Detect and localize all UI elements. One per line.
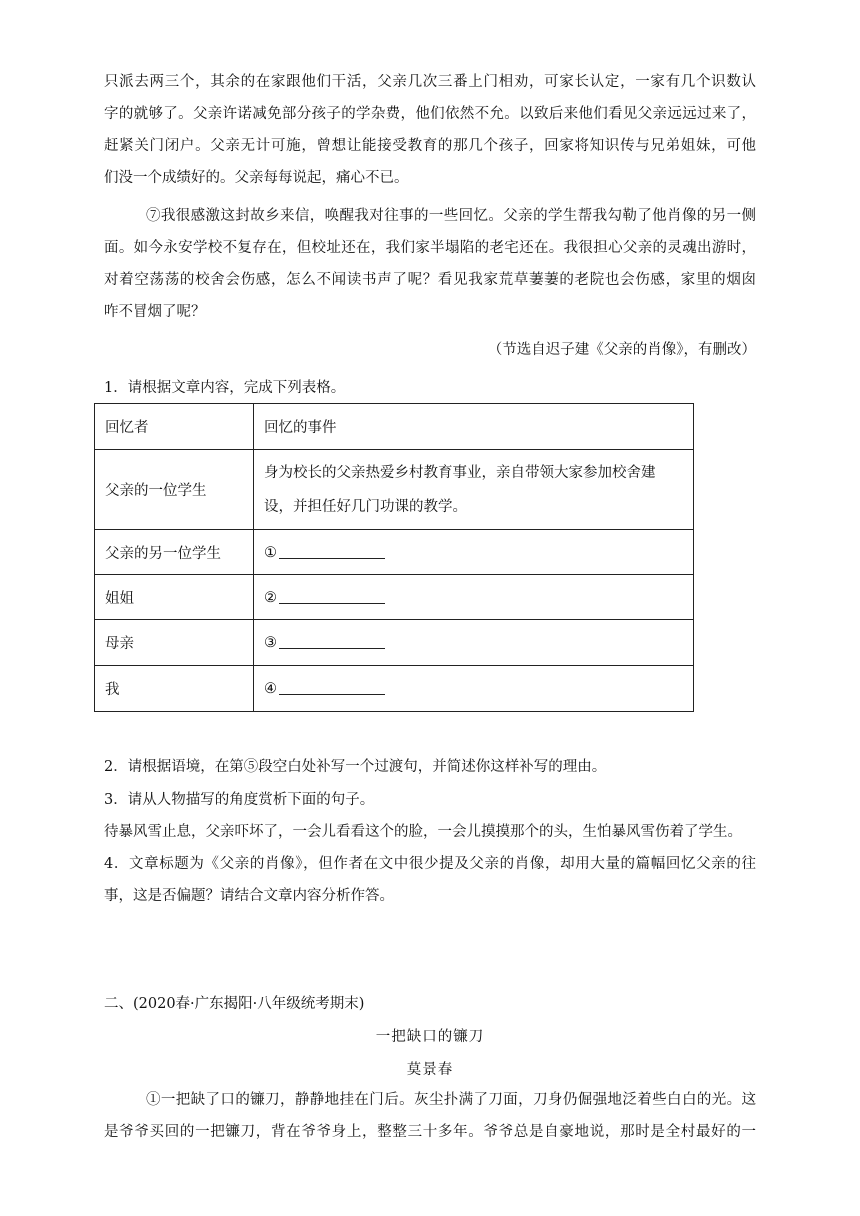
- table-row: [95, 530, 694, 575]
- table-cell-who: 父亲的另一位学生: [95, 530, 254, 575]
- table-row: [95, 450, 694, 530]
- table-cell-event: [254, 575, 694, 620]
- text-line: 对着空荡荡的校舍会伤感，怎么不闻读书声了呢？看见我家荒草萋萋的老院也会伤感，家里的烟囱: [104, 272, 756, 288]
- text-line: 们没一个成绩好的。父亲每每说起，痛心不已。: [104, 170, 409, 186]
- answer-marker: ②: [264, 589, 277, 606]
- text-line: 面。如今永安学校不复存在，但校址还在，我们家半塌陷的老宅还在。我很担心父亲的灵魂出游时，: [104, 240, 756, 256]
- answer-blank[interactable]: [279, 634, 385, 649]
- text-line: 是爷爷买回的一把镰刀，背在爷爷身上，整整三十多年。爷爷总是自豪地说，那时是全村最好的一: [104, 1124, 756, 1140]
- table-cell-who: 姐姐: [95, 575, 254, 620]
- table-header-cell: 回忆者: [95, 404, 254, 450]
- table-cell-who: 父亲的一位学生: [95, 450, 254, 530]
- event-line: 设，并担任好几门功课的教学。: [264, 498, 467, 515]
- article-author: 莫景春: [406, 1062, 454, 1078]
- table-cell-event: [254, 450, 694, 530]
- table-row: [95, 575, 694, 620]
- question-2: 2．请根据语境，在第⑤段空白处补写一个过渡句，并简述你这样补写的理由。: [104, 759, 607, 775]
- answer-marker: ①: [264, 544, 277, 561]
- question-4-line: 4．文章标题为《父亲的肖像》，但作者在文中很少提及父亲的肖像，却用大量的篇幅回忆父亲的往: [104, 856, 756, 872]
- text-line: 字的就够了。父亲许诺减免部分孩子的学杂费，他们依然不允。以致后来他们看见父亲远远过来了，: [104, 106, 756, 122]
- table-cell-who: 我: [95, 666, 254, 712]
- table-row: [95, 666, 694, 712]
- table-cell-event: [254, 620, 694, 666]
- table-cell-who: 母亲: [95, 620, 254, 666]
- text-line: 赶紧关门闭户。父亲无计可施，曾想让能接受教育的那几个孩子，回家将知识传与兄弟姐妹，可他: [104, 138, 756, 154]
- text-line: 只派去两三个，其余的在家跟他们干活，父亲几次三番上门相劝，可家长认定，一家有几个识数认: [104, 74, 756, 90]
- answer-marker: ④: [264, 681, 277, 697]
- question-1: 1．请根据文章内容，完成下列表格。: [104, 380, 346, 396]
- question-3-sentence: 待暴风雪止息，父亲吓坏了，一会儿看看这个的脸，一会儿摸摸那个的头，生怕暴风雪伤着了学生。: [104, 824, 742, 840]
- table-cell-event: [254, 666, 694, 712]
- text-line: ①一把缺了口的镰刀，静静地挂在门后。灰尘扑满了刀面，刀身仍倔强地泛着些白白的光。这: [146, 1092, 756, 1108]
- table-header-cell: 回忆的事件: [254, 404, 694, 450]
- event-line: 身为校长的父亲热爱乡村教育事业，亲自带领大家参加校舍建: [264, 464, 656, 481]
- passage-source: （节选自迟子建《父亲的肖像》，有删改）: [487, 342, 756, 358]
- answer-blank[interactable]: [279, 544, 385, 559]
- table-header-row: [95, 404, 694, 450]
- answer-blank[interactable]: [279, 680, 385, 695]
- question-3: 3．请从人物描写的角度赏析下面的句子。: [104, 792, 375, 808]
- answer-blank[interactable]: [279, 589, 385, 604]
- table-row: [95, 620, 694, 666]
- question-4-line: 事，这是否偏题？请结合文章内容分析作答。: [104, 888, 394, 904]
- article-paragraph-1: [104, 1084, 756, 1148]
- text-line: ⑦我很感激这封故乡来信，唤醒我对往事的一些回忆。父亲的学生帮我勾勒了他肖像的另一侧: [146, 208, 756, 224]
- passage-paragraph-7: [104, 200, 756, 328]
- passage-paragraph-continued: [104, 66, 756, 194]
- memory-table: [94, 403, 694, 712]
- section-heading: 二、(2020春·广东揭阳·八年级统考期末): [104, 996, 365, 1012]
- text-line: 咋不冒烟了呢？: [104, 304, 206, 320]
- answer-marker: ③: [264, 635, 277, 651]
- table-cell-event: [254, 530, 694, 575]
- article-title: 一把缺口的镰刀: [375, 1029, 485, 1045]
